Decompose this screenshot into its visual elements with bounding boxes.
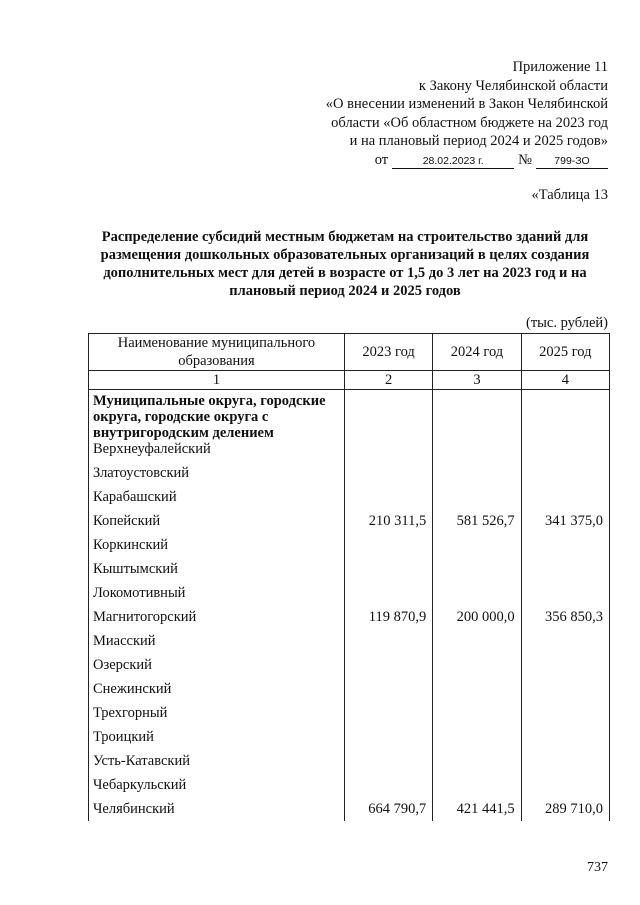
- value-2025: [521, 629, 609, 653]
- value-2024: [433, 677, 521, 701]
- value-2023: [344, 773, 432, 797]
- column-number-1: 1: [89, 371, 345, 390]
- municipality-name: Троицкий: [89, 725, 345, 749]
- value-2023: 210 311,5: [344, 509, 432, 533]
- value-2024: [433, 629, 521, 653]
- group-cell: [521, 390, 609, 442]
- table-row: [89, 749, 610, 773]
- municipality-name: Чебаркульский: [89, 773, 345, 797]
- amendment-line-1: «О внесении изменений в Закон Челябинской: [325, 96, 608, 112]
- amendment-line-2: области «Об областном бюджете на 2023 год: [331, 114, 608, 131]
- value-2025: [521, 461, 609, 485]
- subsidy-table: [88, 333, 610, 821]
- table-row: [89, 485, 610, 509]
- municipality-name: Копейский: [89, 509, 345, 533]
- value-2025: [521, 533, 609, 557]
- municipality-name: Верхнеуфалейский: [89, 441, 345, 461]
- value-2025: 289 710,0: [521, 797, 609, 821]
- table-row: [89, 461, 610, 485]
- table-row: [89, 677, 610, 701]
- value-2024: [433, 557, 521, 581]
- value-2025: [521, 653, 609, 677]
- date-number-line: [326, 151, 608, 170]
- value-2023: [344, 533, 432, 557]
- value-2023: [344, 485, 432, 509]
- municipality-name: Локомотивный: [89, 581, 345, 605]
- value-2024: [433, 533, 521, 557]
- table-row: [89, 701, 610, 725]
- municipality-name: Златоустовский: [89, 461, 345, 485]
- law-reference: к Закону Челябинской области: [418, 77, 608, 94]
- value-2023: [344, 725, 432, 749]
- column-number-3: 3: [433, 371, 521, 390]
- document-title: Распределение субсидий местным бюджетам на строительство зданий для размещения дошкольных образовательных организаций в целях создания дополнительных мест для детей в возрасте от 1,5 до 3 лет на 2023 год и на плановый период 2024 и 2025 годов: [100, 229, 590, 299]
- value-2024: 200 000,0: [433, 605, 521, 629]
- header-2025: 2025 год: [521, 334, 609, 371]
- header-2024: 2024 год: [433, 334, 521, 371]
- date-value: 28.02.2023 г.: [392, 154, 514, 169]
- table-row: [89, 629, 610, 653]
- municipality-name: Челябинский: [89, 797, 345, 821]
- value-2024: [433, 461, 521, 485]
- units-label: (тыс. рублей): [526, 315, 608, 331]
- column-number-2: 2: [344, 371, 432, 390]
- value-2024: [433, 485, 521, 509]
- value-2024: [433, 581, 521, 605]
- value-2024: [433, 725, 521, 749]
- value-2025: 341 375,0: [521, 509, 609, 533]
- value-2024: 581 526,7: [433, 509, 521, 533]
- value-2023: [344, 653, 432, 677]
- value-2023: [344, 461, 432, 485]
- value-2023: 119 870,9: [344, 605, 432, 629]
- header-2023: 2023 год: [344, 334, 432, 371]
- value-2023: [344, 677, 432, 701]
- value-2024: 421 441,5: [433, 797, 521, 821]
- value-2023: [344, 557, 432, 581]
- municipality-name: Трехгорный: [89, 701, 345, 725]
- number-label: №: [518, 151, 532, 168]
- value-2025: [521, 441, 609, 461]
- document-header: [326, 58, 608, 169]
- value-2025: [521, 677, 609, 701]
- value-2023: [344, 441, 432, 461]
- table-row: [89, 533, 610, 557]
- value-2025: [521, 557, 609, 581]
- table-row: [89, 605, 610, 629]
- value-2024: [433, 773, 521, 797]
- table-row: [89, 653, 610, 677]
- value-2024: [433, 749, 521, 773]
- column-number-4: 4: [521, 371, 609, 390]
- table-row: [89, 773, 610, 797]
- value-2023: [344, 629, 432, 653]
- value-2025: [521, 485, 609, 509]
- group-cell: [433, 390, 521, 442]
- value-2023: [344, 581, 432, 605]
- municipality-name: Коркинский: [89, 533, 345, 557]
- value-2025: [521, 581, 609, 605]
- page-number: 737: [587, 860, 608, 875]
- municipality-name: Магнитогорский: [89, 605, 345, 629]
- date-prefix: от: [374, 151, 389, 168]
- header-name: Наименование муниципального образования: [89, 334, 345, 371]
- table-row: [89, 557, 610, 581]
- number-value: 799-ЗО: [536, 154, 608, 169]
- municipality-name: Кыштымский: [89, 557, 345, 581]
- value-2025: [521, 773, 609, 797]
- value-2025: [521, 725, 609, 749]
- value-2023: [344, 749, 432, 773]
- value-2025: [521, 749, 609, 773]
- table-label: «Таблица 13: [531, 187, 608, 203]
- table-row: [89, 725, 610, 749]
- value-2024: [433, 701, 521, 725]
- value-2024: [433, 441, 521, 461]
- value-2023: 664 790,7: [344, 797, 432, 821]
- table-row: [89, 581, 610, 605]
- municipality-name: Озерский: [89, 653, 345, 677]
- column-number-row: [89, 371, 610, 390]
- group-cell: [344, 390, 432, 442]
- municipality-name: Карабашский: [89, 485, 345, 509]
- table-row: [89, 509, 610, 533]
- amendment-line-3: и на плановый период 2024 и 2025 годов»: [349, 133, 608, 149]
- municipality-name: Снежинский: [89, 677, 345, 701]
- group-title: Муниципальные округа, городские округа, городские округа с внутригородским делением: [89, 390, 345, 442]
- value-2024: [433, 653, 521, 677]
- appendix-label: Приложение 11: [512, 59, 608, 75]
- table-row: [89, 797, 610, 821]
- table-row: [89, 441, 610, 461]
- table-header-row: [89, 334, 610, 371]
- municipality-name: Миасский: [89, 629, 345, 653]
- municipality-name: Усть-Катавский: [89, 749, 345, 773]
- value-2025: 356 850,3: [521, 605, 609, 629]
- value-2025: [521, 701, 609, 725]
- value-2023: [344, 701, 432, 725]
- group-title-row: [89, 390, 610, 442]
